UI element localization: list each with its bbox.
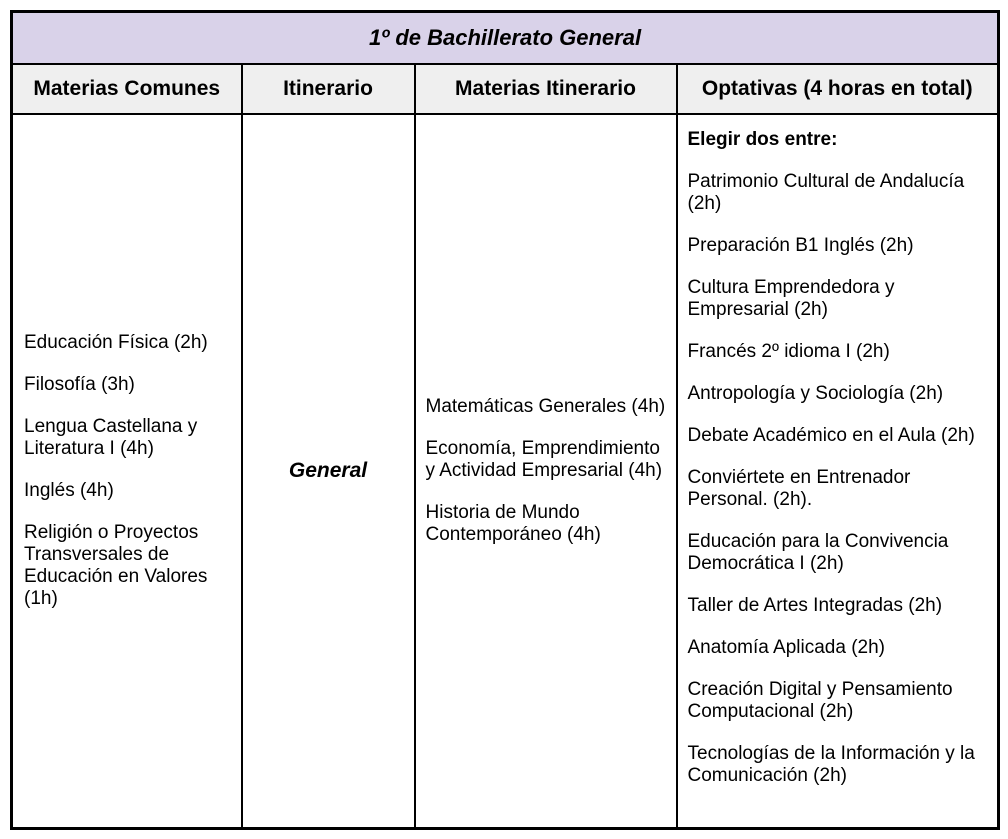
optativa-item: Debate Académico en el Aula (2h) <box>687 424 975 446</box>
optativa-item: Patrimonio Cultural de Andalucía (2h) <box>687 170 965 214</box>
materias-comunes-item: Educación Física (2h) <box>24 331 208 353</box>
materias-comunes-item: Inglés (4h) <box>24 479 114 501</box>
optativa-item: Francés 2º idioma I (2h) <box>687 340 890 362</box>
column-header-itinerario: Itinerario <box>242 64 415 114</box>
optativas-cell <box>677 114 999 829</box>
optativa-item: Taller de Artes Integradas (2h) <box>687 594 943 616</box>
column-header-materias-comunes: Materias Comunes <box>12 64 242 114</box>
materias-itinerario-cell <box>415 114 677 829</box>
column-header-row <box>12 64 999 114</box>
materias-itinerario-item: Matemáticas Generales (4h) <box>425 395 666 417</box>
table-title: 1º de Bachillerato General <box>12 12 999 64</box>
itinerario-cell <box>242 114 415 829</box>
optativa-item: Educación para la Convivencia Democrática I (2h) <box>687 530 949 574</box>
optativa-item: Tecnologías de la Información y la Comunicación (2h) <box>687 742 975 786</box>
optativa-item: Conviértete en Entrenador Personal. (2h). <box>687 466 911 510</box>
itinerario-value: General <box>288 458 368 482</box>
column-header-materias-itinerario: Materias Itinerario <box>415 64 677 114</box>
materias-itinerario-item: Historia de Mundo Contemporáneo (4h) <box>425 501 601 545</box>
materias-comunes-item: Filosofía (3h) <box>24 373 135 395</box>
optativas-intro: Elegir dos entre: <box>687 128 838 150</box>
optativa-item: Creación Digital y Pensamiento Computacional (2h) <box>687 678 953 722</box>
materias-comunes-cell <box>12 114 242 829</box>
optativa-item: Anatomía Aplicada (2h) <box>687 636 886 658</box>
optativa-item: Antropología y Sociología (2h) <box>687 382 944 404</box>
curriculum-table <box>10 10 1000 830</box>
materias-itinerario-item: Economía, Emprendimiento y Actividad Empresarial (4h) <box>425 437 663 481</box>
body-row <box>12 114 999 829</box>
optativa-item: Cultura Emprendedora y Empresarial (2h) <box>687 276 895 320</box>
column-header-optativas: Optativas (4 horas en total) <box>677 64 999 114</box>
optativa-item: Preparación B1 Inglés (2h) <box>687 234 914 256</box>
title-row <box>12 12 999 64</box>
materias-comunes-item: Religión o Proyectos Transversales de Educación en Valores (1h) <box>24 521 208 609</box>
materias-comunes-item: Lengua Castellana y Literatura I (4h) <box>24 415 198 459</box>
